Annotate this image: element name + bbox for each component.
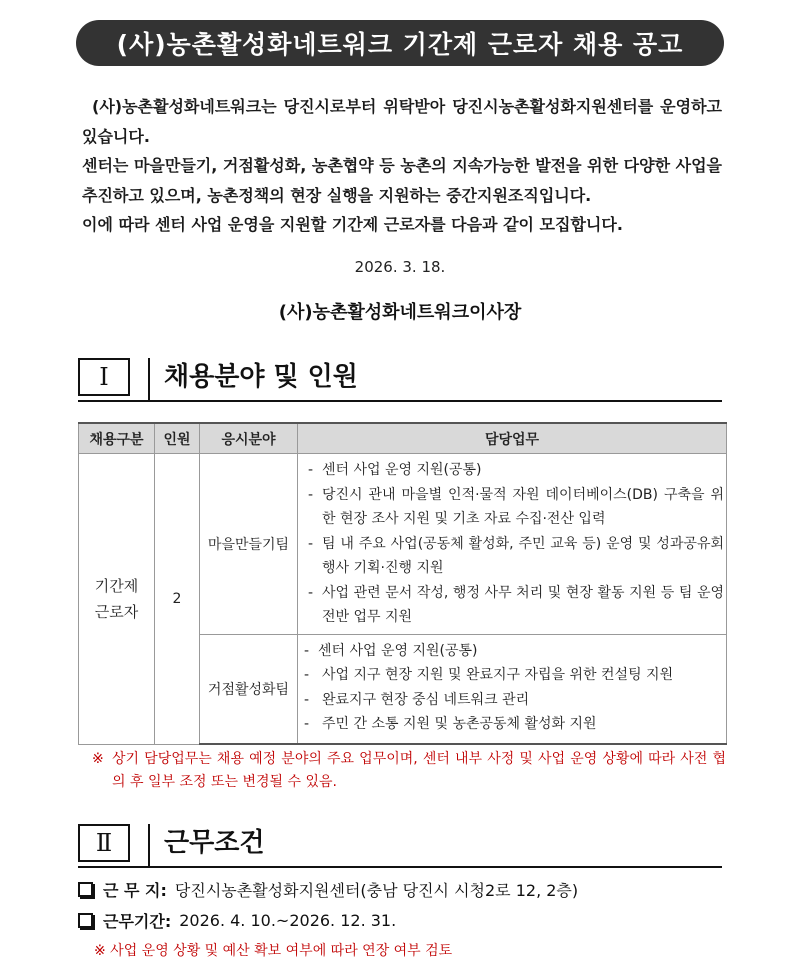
duty-item: - 당진시 관내 마을별 인적·물적 자원 데이터베이스(DB) 구축을 위한 현장 조사 지원 및 기초 자료 수집·전산 입력: [304, 483, 724, 532]
page-title: (사)농촌활성화네트워크 기간제 근로자 채용 공고: [116, 30, 684, 59]
duty-item: - 사업 지구 현장 지원 및 완료지구 자립을 위한 컨설팅 지원: [304, 663, 724, 688]
table-header: 응시분야: [200, 423, 298, 454]
condition-value: 당진시농촌활성화지원센터(충남 당진시 시청2로 12, 2층): [174, 881, 579, 900]
page-title-banner: [76, 20, 724, 66]
intro-paragraph-1: (사)농촌활성화네트워크는 당진시로부터 위탁받아 당진시농촌활성화지원센터를 운영하고 있습니다.: [82, 97, 722, 146]
intro-text: [82, 92, 722, 240]
period-note: ※ 사업 운영 상황 및 예산 확보 여부에 따라 연장 여부 검토: [94, 943, 453, 959]
table-header: 인원: [155, 423, 200, 454]
duty-item: - 사업 관련 문서 작성, 행정 사무 처리 및 현장 활동 지원 등 팀 운영 전반 업무 지원: [304, 581, 724, 630]
section-2-title: 근무조건: [164, 828, 265, 858]
duty-item: - 팀 내 주요 사업(공동체 활성화, 주민 교육 등) 운영 및 성과공유회 행사 기획·진행 지원: [304, 532, 724, 581]
table-header: 담당업무: [298, 423, 727, 454]
section-divider: [148, 358, 150, 402]
duties-note: [92, 748, 726, 794]
note-mark: ※: [92, 751, 104, 767]
note-text: 상기 담당업무는 채용 예정 분야의 주요 업무이며, 센터 내부 사정 및 사업 운영 상황에 따라 사전 협의 후 일부 조정 또는 변경될 수 있음.: [112, 751, 726, 790]
field-cell: 마을만들기팀: [200, 454, 298, 635]
condition-label: 근무기간:: [103, 912, 172, 931]
duty-item: - 주민 간 소통 지원 및 농촌공동체 활성화 지원: [304, 712, 724, 737]
checkbox-icon: [78, 882, 93, 897]
announcement-date: 2026. 3. 18.: [354, 258, 446, 276]
intro-paragraph-2: 센터는 마을만들기, 거점활성화, 농촌협약 등 농촌의 지속가능한 발전을 위한 다양한 사업을 추진하고 있으며, 농촌정책의 현장 실행을 지원하는 중간지원조직입니다.: [82, 156, 722, 205]
table-row: [79, 454, 727, 635]
recruitment-table: [78, 422, 727, 745]
field-cell: 거점활성화팀: [200, 634, 298, 744]
section-1-number: Ⅰ: [78, 358, 130, 396]
duties-list: [304, 639, 724, 737]
category-cell: [79, 454, 155, 745]
duty-item: - 완료지구 현장 중심 네트워크 관리: [304, 688, 724, 713]
checkbox-icon: [78, 913, 93, 928]
condition-period: [78, 909, 396, 932]
duty-item: - 센터 사업 운영 지원(공통): [304, 458, 724, 483]
intro-paragraph-3: 이에 따라 센터 사업 운영을 지원할 기간제 근로자를 다음과 같이 모집합니다.: [82, 215, 623, 234]
duties-list: [304, 458, 724, 630]
duty-item: - 센터 사업 운영 지원(공통): [304, 639, 724, 664]
table-header-row: [79, 423, 727, 454]
section-1-title: 채용분야 및 인원: [164, 362, 358, 392]
signer: (사)농촌활성화네트워크이사장: [278, 302, 522, 323]
condition-location: [78, 878, 578, 901]
condition-value: 2026. 4. 10.~2026. 12. 31.: [179, 911, 397, 930]
table-header: 채용구분: [79, 423, 155, 454]
duties-cell: [298, 454, 727, 635]
section-2-number: Ⅱ: [78, 824, 130, 862]
section-1-header: [78, 358, 722, 402]
section-divider: [148, 824, 150, 868]
duties-cell: [298, 634, 727, 744]
category-text: 기간제 근로자: [94, 576, 139, 621]
section-2-header: [78, 824, 722, 868]
condition-label: 근 무 지:: [103, 881, 167, 900]
count-cell: 2: [155, 454, 200, 745]
